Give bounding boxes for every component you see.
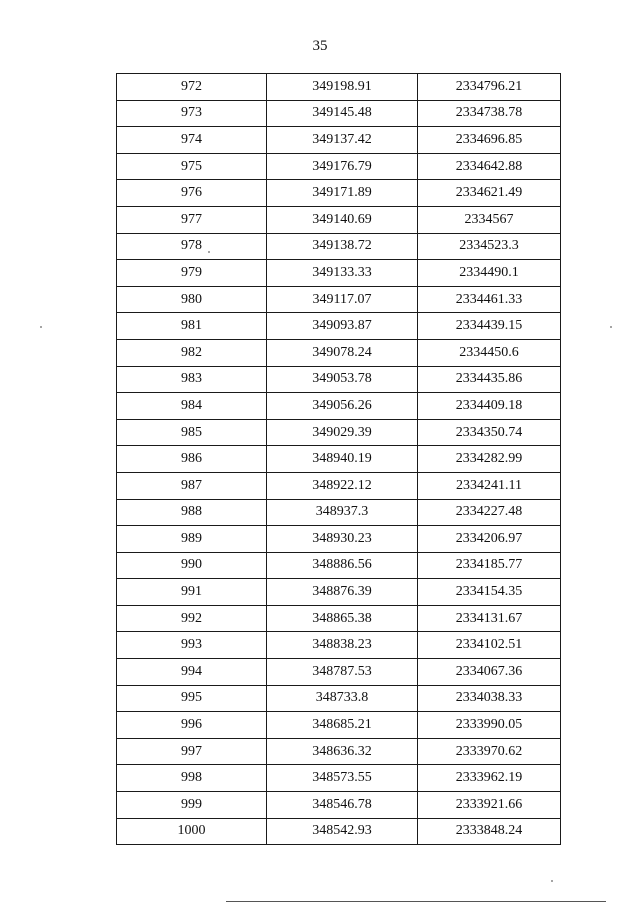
y-coordinate-cell: 2334154.35 bbox=[418, 579, 561, 606]
point-id-cell: 979 bbox=[117, 260, 267, 287]
x-coordinate-cell: 349137.42 bbox=[267, 127, 418, 154]
y-coordinate-cell: 2334450.6 bbox=[418, 339, 561, 366]
point-id-cell: 975 bbox=[117, 153, 267, 180]
point-id-cell: 974 bbox=[117, 127, 267, 154]
point-id-cell: 991 bbox=[117, 579, 267, 606]
y-coordinate-cell: 2334038.33 bbox=[418, 685, 561, 712]
x-coordinate-cell: 349138.72 bbox=[267, 233, 418, 260]
y-coordinate-cell: 2334206.97 bbox=[418, 526, 561, 553]
x-coordinate-cell: 349171.89 bbox=[267, 180, 418, 207]
point-id-cell: 993 bbox=[117, 632, 267, 659]
y-coordinate-cell: 2334738.78 bbox=[418, 100, 561, 127]
point-id-cell: 987 bbox=[117, 472, 267, 499]
coordinate-table bbox=[116, 73, 561, 845]
x-coordinate-cell: 348542.93 bbox=[267, 818, 418, 845]
y-coordinate-cell: 2334102.51 bbox=[418, 632, 561, 659]
y-coordinate-cell: 2334350.74 bbox=[418, 419, 561, 446]
x-coordinate-cell: 348636.32 bbox=[267, 738, 418, 765]
point-id-cell: 976 bbox=[117, 180, 267, 207]
x-coordinate-cell: 349093.87 bbox=[267, 313, 418, 340]
point-id-cell: 977 bbox=[117, 206, 267, 233]
bottom-rule bbox=[226, 901, 606, 902]
table-row bbox=[117, 685, 561, 712]
table-row bbox=[117, 818, 561, 845]
table-row bbox=[117, 419, 561, 446]
point-id-cell: 989 bbox=[117, 526, 267, 553]
table-row bbox=[117, 605, 561, 632]
point-id-cell: 998 bbox=[117, 765, 267, 792]
x-coordinate-cell: 349117.07 bbox=[267, 286, 418, 313]
x-coordinate-cell: 349078.24 bbox=[267, 339, 418, 366]
table-row bbox=[117, 313, 561, 340]
x-coordinate-cell: 348573.55 bbox=[267, 765, 418, 792]
y-coordinate-cell: 2334567 bbox=[418, 206, 561, 233]
scan-speck bbox=[40, 326, 42, 328]
table-row bbox=[117, 180, 561, 207]
y-coordinate-cell: 2333990.05 bbox=[418, 712, 561, 739]
point-id-cell: 997 bbox=[117, 738, 267, 765]
x-coordinate-cell: 349176.79 bbox=[267, 153, 418, 180]
x-coordinate-cell: 348940.19 bbox=[267, 446, 418, 473]
x-coordinate-cell: 349145.48 bbox=[267, 100, 418, 127]
x-coordinate-cell: 348546.78 bbox=[267, 792, 418, 819]
table-row bbox=[117, 792, 561, 819]
y-coordinate-cell: 2334461.33 bbox=[418, 286, 561, 313]
point-id-cell: 992 bbox=[117, 605, 267, 632]
table-row bbox=[117, 233, 561, 260]
table-row bbox=[117, 579, 561, 606]
x-coordinate-cell: 349053.78 bbox=[267, 366, 418, 393]
point-id-cell: 980 bbox=[117, 286, 267, 313]
y-coordinate-cell: 2334185.77 bbox=[418, 552, 561, 579]
y-coordinate-cell: 2333848.24 bbox=[418, 818, 561, 845]
y-coordinate-cell: 2334409.18 bbox=[418, 393, 561, 420]
table-row bbox=[117, 153, 561, 180]
coordinate-table-body bbox=[117, 74, 561, 845]
y-coordinate-cell: 2334696.85 bbox=[418, 127, 561, 154]
x-coordinate-cell: 349198.91 bbox=[267, 74, 418, 101]
page-number: 35 bbox=[312, 38, 328, 54]
point-id-cell: 1000 bbox=[117, 818, 267, 845]
x-coordinate-cell: 348733.8 bbox=[267, 685, 418, 712]
table-row bbox=[117, 339, 561, 366]
y-coordinate-cell: 2334282.99 bbox=[418, 446, 561, 473]
table-row bbox=[117, 632, 561, 659]
point-id-cell: 978 bbox=[117, 233, 267, 260]
point-id-cell: 982 bbox=[117, 339, 267, 366]
y-coordinate-cell: 2333970.62 bbox=[418, 738, 561, 765]
point-id-cell: 986 bbox=[117, 446, 267, 473]
point-id-cell: 983 bbox=[117, 366, 267, 393]
x-coordinate-cell: 349029.39 bbox=[267, 419, 418, 446]
point-id-cell: 981 bbox=[117, 313, 267, 340]
table-row bbox=[117, 765, 561, 792]
point-id-cell: 994 bbox=[117, 659, 267, 686]
y-coordinate-cell: 2334227.48 bbox=[418, 499, 561, 526]
point-id-cell: 999 bbox=[117, 792, 267, 819]
y-coordinate-cell: 2333921.66 bbox=[418, 792, 561, 819]
table-row bbox=[117, 472, 561, 499]
table-row bbox=[117, 127, 561, 154]
table-row bbox=[117, 366, 561, 393]
x-coordinate-cell: 349056.26 bbox=[267, 393, 418, 420]
point-id-cell: 972 bbox=[117, 74, 267, 101]
y-coordinate-cell: 2334435.86 bbox=[418, 366, 561, 393]
table-row bbox=[117, 526, 561, 553]
scan-speck bbox=[208, 251, 210, 253]
x-coordinate-cell: 348865.38 bbox=[267, 605, 418, 632]
y-coordinate-cell: 2334523.3 bbox=[418, 233, 561, 260]
point-id-cell: 990 bbox=[117, 552, 267, 579]
y-coordinate-cell: 2334490.1 bbox=[418, 260, 561, 287]
y-coordinate-cell: 2334439.15 bbox=[418, 313, 561, 340]
table-row bbox=[117, 286, 561, 313]
point-id-cell: 995 bbox=[117, 685, 267, 712]
point-id-cell: 984 bbox=[117, 393, 267, 420]
y-coordinate-cell: 2334241.11 bbox=[418, 472, 561, 499]
table-row bbox=[117, 74, 561, 101]
point-id-cell: 988 bbox=[117, 499, 267, 526]
x-coordinate-cell: 348876.39 bbox=[267, 579, 418, 606]
table-row bbox=[117, 659, 561, 686]
y-coordinate-cell: 2334067.36 bbox=[418, 659, 561, 686]
y-coordinate-cell: 2334796.21 bbox=[418, 74, 561, 101]
x-coordinate-cell: 349133.33 bbox=[267, 260, 418, 287]
y-coordinate-cell: 2334131.67 bbox=[418, 605, 561, 632]
y-coordinate-cell: 2333962.19 bbox=[418, 765, 561, 792]
x-coordinate-cell: 349140.69 bbox=[267, 206, 418, 233]
table-row bbox=[117, 738, 561, 765]
y-coordinate-cell: 2334642.88 bbox=[418, 153, 561, 180]
point-id-cell: 996 bbox=[117, 712, 267, 739]
x-coordinate-cell: 348922.12 bbox=[267, 472, 418, 499]
x-coordinate-cell: 348937.3 bbox=[267, 499, 418, 526]
x-coordinate-cell: 348838.23 bbox=[267, 632, 418, 659]
table-row bbox=[117, 712, 561, 739]
table-row bbox=[117, 552, 561, 579]
point-id-cell: 973 bbox=[117, 100, 267, 127]
x-coordinate-cell: 348930.23 bbox=[267, 526, 418, 553]
table-row bbox=[117, 499, 561, 526]
table-row bbox=[117, 100, 561, 127]
scan-speck bbox=[551, 880, 553, 882]
x-coordinate-cell: 348886.56 bbox=[267, 552, 418, 579]
table-row bbox=[117, 393, 561, 420]
scan-speck bbox=[610, 326, 612, 328]
y-coordinate-cell: 2334621.49 bbox=[418, 180, 561, 207]
x-coordinate-cell: 348685.21 bbox=[267, 712, 418, 739]
x-coordinate-cell: 348787.53 bbox=[267, 659, 418, 686]
table-row bbox=[117, 446, 561, 473]
table-row bbox=[117, 260, 561, 287]
table-row bbox=[117, 206, 561, 233]
point-id-cell: 985 bbox=[117, 419, 267, 446]
